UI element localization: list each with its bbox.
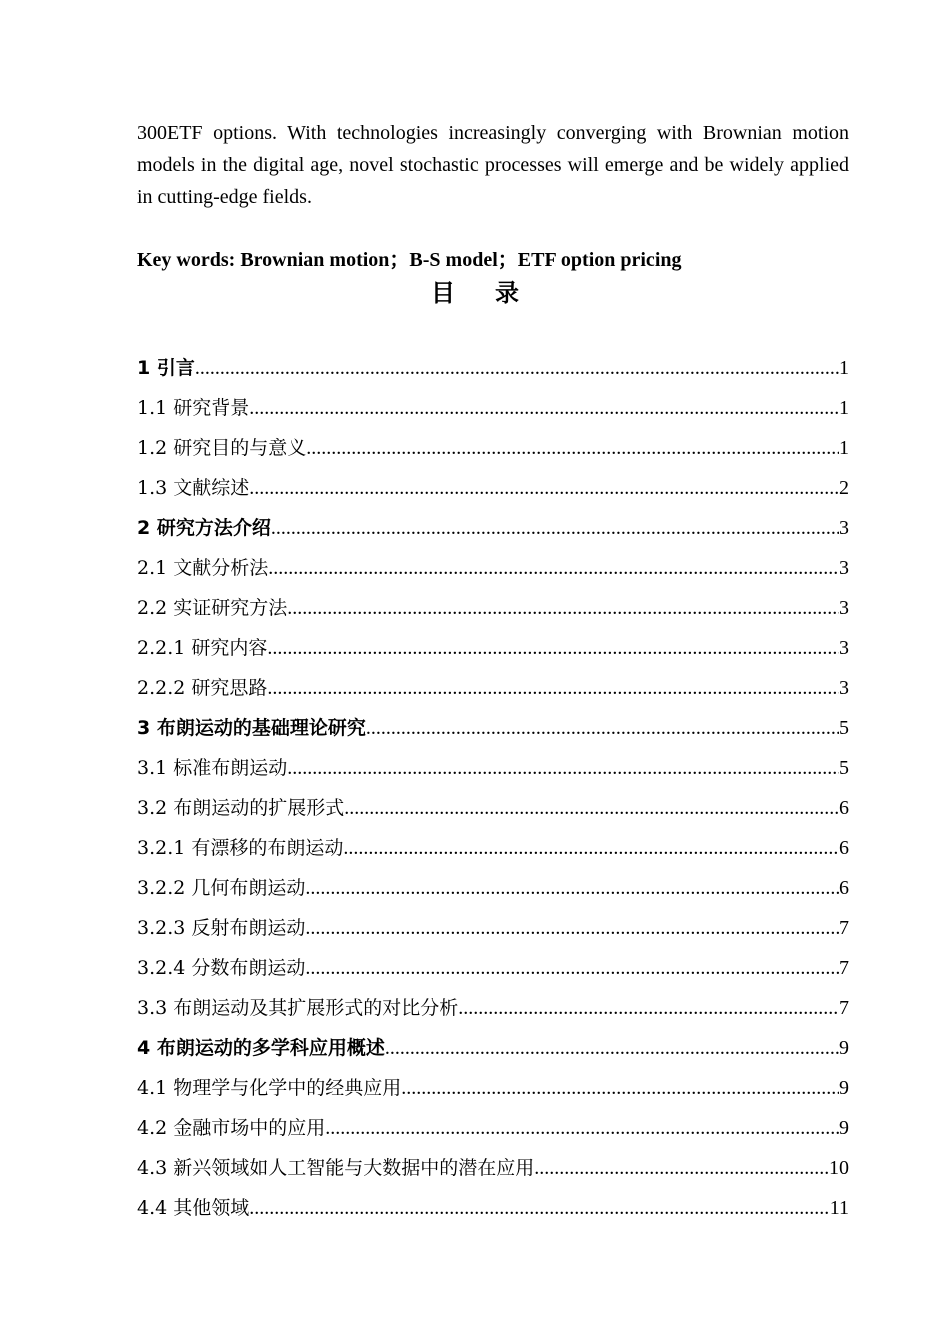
toc-dot-leader (268, 548, 839, 588)
toc-dot-leader (287, 588, 839, 628)
toc-entry[interactable] (137, 948, 849, 988)
toc-entry-label: 2.2 实证研究方法 (137, 597, 288, 619)
toc-dot-leader (325, 1108, 839, 1148)
toc-page-number: 7 (839, 957, 849, 979)
toc-page-number: 1 (839, 357, 849, 379)
toc-entry[interactable] (137, 708, 849, 748)
toc-page-number: 3 (839, 557, 849, 579)
toc-page-number: 1 (839, 437, 849, 459)
toc-dot-leader (458, 988, 839, 1028)
toc-entry-label: 4.1 物理学与化学中的经典应用 (137, 1077, 402, 1099)
toc-dot-leader (249, 468, 839, 508)
keywords-line: Key words: Brownian motion；B-S model；ETF option pricing (137, 249, 682, 271)
toc-dot-leader (305, 908, 839, 948)
toc-entry[interactable] (137, 548, 849, 588)
toc-page-number: 3 (839, 597, 849, 619)
toc-page-number: 6 (839, 797, 849, 819)
toc-entry[interactable] (137, 1148, 849, 1188)
toc-entry[interactable] (137, 1108, 849, 1148)
toc-dot-leader (287, 748, 839, 788)
toc-title (0, 276, 950, 310)
toc-dot-leader (305, 868, 839, 908)
toc-dot-leader (267, 668, 839, 708)
toc-page-number: 10 (829, 1157, 849, 1179)
toc-dot-leader (401, 1068, 839, 1108)
toc-dot-leader (305, 948, 839, 988)
toc-entry[interactable] (137, 988, 849, 1028)
toc-entry-label: 4 布朗运动的多学科应用概述 (137, 1037, 385, 1059)
toc-page-number: 3 (839, 637, 849, 659)
toc-page-number: 6 (839, 877, 849, 899)
toc-title-char-2: 录 (495, 278, 519, 307)
toc-entry[interactable] (137, 508, 849, 548)
toc-entry-label: 2.1 文献分析法 (137, 557, 269, 579)
toc-entry[interactable] (137, 668, 849, 708)
toc-page-number: 3 (839, 677, 849, 699)
toc-entry[interactable] (137, 468, 849, 508)
toc-page-number: 3 (839, 517, 849, 539)
toc-entry-label: 4.4 其他领域 (137, 1197, 250, 1219)
abstract-paragraph: 300ETF options. With technologies increasingly converging with Brownian motion models in the digital age, novel stochastic processes will emerge and be widely applied in cutting-edge fields. (137, 122, 849, 208)
toc-entry[interactable] (137, 788, 849, 828)
toc-entry[interactable] (137, 388, 849, 428)
toc-entry[interactable] (137, 348, 849, 388)
toc-entry[interactable] (137, 1188, 849, 1228)
toc-page-number: 5 (839, 717, 849, 739)
toc-title-char-1: 目 (431, 278, 455, 307)
toc-entry-label: 3.2.1 有漂移的布朗运动 (137, 837, 344, 859)
toc-entry-label: 3.2 布朗运动的扩展形式 (137, 797, 345, 819)
toc-entry[interactable] (137, 748, 849, 788)
toc-dot-leader (195, 348, 839, 388)
toc-page-number: 2 (839, 477, 849, 499)
toc-entry[interactable] (137, 1068, 849, 1108)
toc-entry-label: 1.1 研究背景 (137, 397, 250, 419)
toc-dot-leader (344, 788, 839, 828)
toc-page-number: 9 (839, 1077, 849, 1099)
toc-dot-leader (534, 1148, 829, 1188)
toc-page-number: 9 (839, 1037, 849, 1059)
toc-dot-leader (385, 1028, 839, 1068)
toc-dot-leader (267, 628, 839, 668)
toc-entry[interactable] (137, 628, 849, 668)
toc-entry-label: 3.1 标准布朗运动 (137, 757, 288, 779)
toc-entry-label: 2.2.2 研究思路 (137, 677, 268, 699)
toc-dot-leader (343, 828, 839, 868)
toc-entry-label: 3 布朗运动的基础理论研究 (137, 717, 366, 739)
toc-page-number: 5 (839, 757, 849, 779)
toc-page-number: 7 (839, 997, 849, 1019)
toc-page-number: 6 (839, 837, 849, 859)
toc-entry-label: 1 引言 (137, 357, 195, 379)
toc-entry[interactable] (137, 868, 849, 908)
toc-page-number: 7 (839, 917, 849, 939)
toc-entry[interactable] (137, 588, 849, 628)
toc-entry[interactable] (137, 428, 849, 468)
toc-entry[interactable] (137, 828, 849, 868)
toc-entry[interactable] (137, 908, 849, 948)
toc-entry-label: 2 研究方法介绍 (137, 517, 271, 539)
toc-entry-label: 2.2.1 研究内容 (137, 637, 268, 659)
toc-entry-label: 1.2 研究目的与意义 (137, 437, 307, 459)
toc-dot-leader (249, 388, 839, 428)
toc-dot-leader (366, 708, 839, 748)
toc-dot-leader (249, 1188, 829, 1228)
toc-dot-leader (306, 428, 839, 468)
toc-page-number: 1 (839, 397, 849, 419)
toc-page-number: 9 (839, 1117, 849, 1139)
toc-entry-label: 3.2.4 分数布朗运动 (137, 957, 306, 979)
toc-entry-label: 4.2 金融市场中的应用 (137, 1117, 326, 1139)
toc-dot-leader (271, 508, 839, 548)
toc-entry-label: 3.2.2 几何布朗运动 (137, 877, 306, 899)
toc-entry-label: 3.3 布朗运动及其扩展形式的对比分析 (137, 997, 459, 1019)
table-of-contents (137, 348, 849, 1228)
toc-entry-label: 3.2.3 反射布朗运动 (137, 917, 306, 939)
toc-page-number: 11 (829, 1197, 849, 1219)
toc-entry-label: 4.3 新兴领域如人工智能与大数据中的潜在应用 (137, 1157, 535, 1179)
toc-entry-label: 1.3 文献综述 (137, 477, 250, 499)
toc-entry[interactable] (137, 1028, 849, 1068)
